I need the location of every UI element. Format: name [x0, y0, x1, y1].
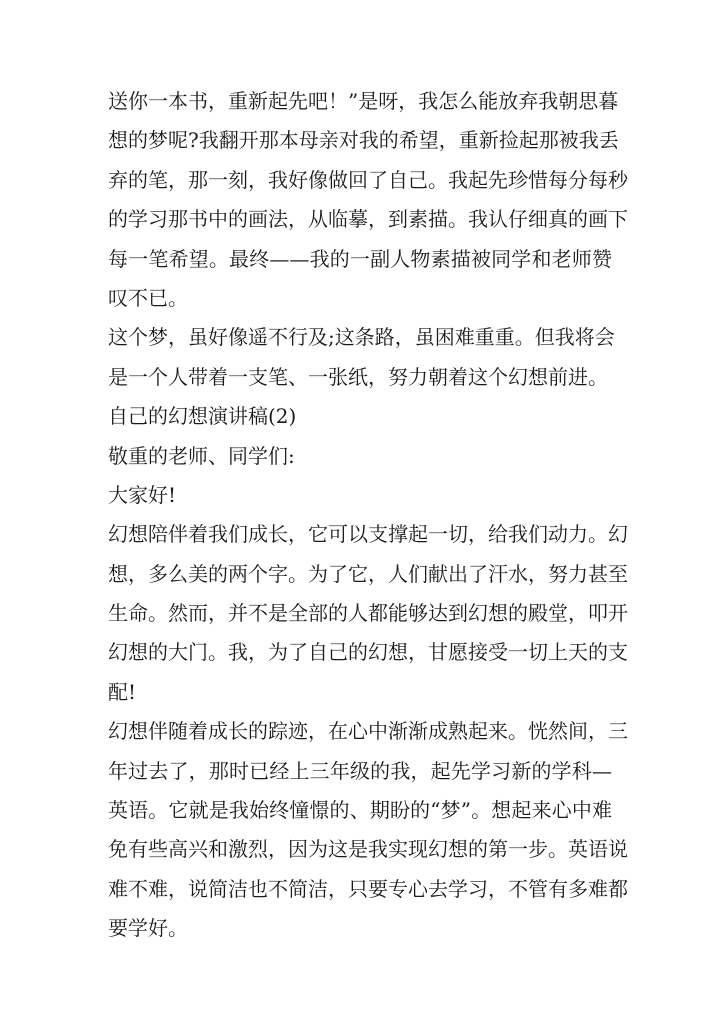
text-line: 幻想的大门。我，为了自己的幻想，甘愿接受一切上天的支	[108, 640, 628, 665]
text-line: 想，多么美的两个字。为了它，人们献出了汗水，努力甚至	[108, 561, 628, 586]
text-line: 是一个人带着一支笔、一张纸，努力朝着这个幻想前进。	[108, 364, 608, 389]
text-line: 英语。它就是我始终憧憬的、期盼的“梦”。想起来心中难	[108, 798, 612, 823]
text-line: 难不难，说简洁也不简洁，只要专心去学习，不管有多难都	[108, 876, 628, 901]
body-text	[108, 82, 628, 949]
text-line: 这个梦，虽好像遥不行及;这条路，虽困难重重。但我将会	[108, 325, 615, 350]
text-line: 自己的幻想演讲稿(2)	[108, 404, 297, 429]
text-line: 想的梦呢?我翻开那本母亲对我的希望，重新捡起那被我丢	[108, 128, 619, 153]
text-line: 弃的笔，那一刻，我好像做回了自己。我起先珍惜每分每秒	[108, 167, 628, 192]
text-line: 送你一本书，重新起先吧！”是呀，我怎么能放弃我朝思暮	[108, 89, 619, 113]
text-line: 生命。然而，并不是全部的人都能够达到幻想的殿堂，叩开	[108, 601, 628, 626]
text-line: 的学习那书中的画法，从临摹，到素描。我认仔细真的画下	[108, 207, 628, 232]
text-line: 年过去了，那时已经上三年级的我，起先学习新的学科—	[108, 758, 612, 783]
text-line: 大家好!	[108, 482, 177, 507]
text-line: 要学好。	[108, 916, 188, 941]
text-line: 每一笔希望。最终——我的一副人物素描被同学和老师赞	[108, 246, 612, 271]
text-line: 幻想伴随着成长的踪迹，在心中渐渐成熟起来。恍然间，三	[108, 719, 628, 744]
text-line: 叹不已。	[108, 285, 188, 310]
text-line: 幻想陪伴着我们成长，它可以支撑起一切，给我们动力。幻	[108, 522, 628, 547]
text-line: 敬重的老师、同学们:	[108, 443, 295, 468]
text-line: 配!	[108, 679, 137, 704]
text-line: 免有些高兴和激烈，因为这是我实现幻想的第一步。英语说	[108, 837, 628, 862]
